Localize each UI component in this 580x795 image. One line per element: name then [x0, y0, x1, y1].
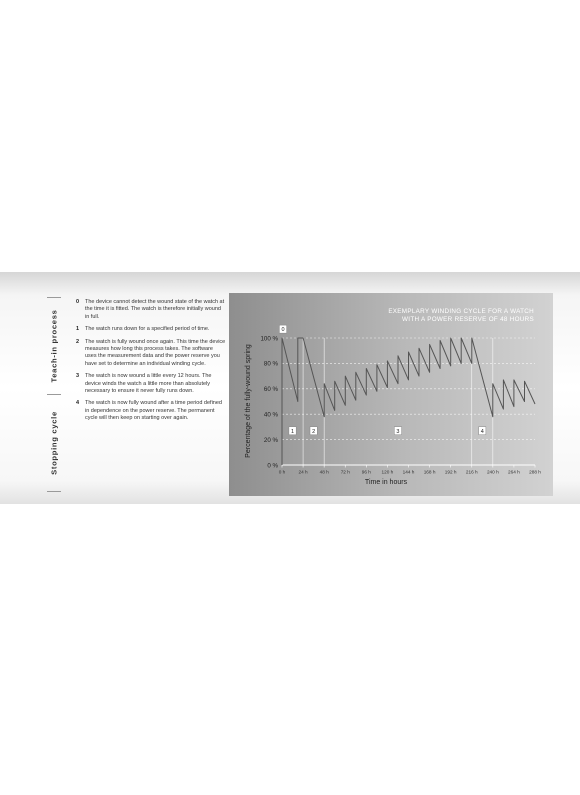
divider-top: [47, 297, 61, 298]
phase-label: 0: [281, 327, 285, 334]
step-number: 2: [76, 338, 80, 345]
x-tick-label: 192 h: [444, 469, 457, 475]
step-item: [76, 326, 226, 333]
y-tick-label: 0 %: [267, 462, 278, 470]
x-tick-label: 48 h: [319, 469, 329, 475]
x-tick-label: 240 h: [486, 469, 499, 475]
step-description: The watch is fully wound once again. This time the device measures how long this process takes. The software uses the measurement data and the power reserve you have set to determine an individual winding cycle.: [85, 338, 226, 367]
x-tick-label: 0 h: [278, 469, 286, 475]
y-tick-label: 100 %: [260, 335, 278, 343]
section-label-teach-in: Teach-in process: [49, 309, 59, 383]
x-tick-label: 288 h: [529, 469, 541, 475]
divider-middle: [47, 394, 61, 395]
x-tick-label: 216 h: [465, 469, 478, 475]
step-number: 4: [76, 400, 80, 407]
x-tick-label: 24 h: [298, 469, 308, 475]
y-tick-label: 60 %: [263, 386, 278, 394]
phase-label: 1: [291, 428, 295, 435]
step-list: [76, 299, 226, 428]
phase-label: 2: [312, 428, 316, 435]
x-tick-label: 72 h: [340, 469, 350, 475]
step-description: The watch is now fully wound after a time period defined in dependence on the power reserve. The permanent cycle will then keep on starting over again.: [85, 400, 222, 422]
x-tick-label: 96 h: [361, 469, 371, 475]
step-item: [76, 373, 226, 395]
step-number: 1: [76, 326, 80, 333]
y-tick-label: 40 %: [263, 411, 278, 419]
step-description: The watch is now wound a little every 12 hours. The device winds the watch a little more than absolutely necessary to ensure it never fully runs down.: [85, 373, 212, 395]
step-description: The watch runs down for a specified period of time.: [85, 326, 210, 333]
step-item: [76, 299, 226, 321]
y-axis-label: Percentage of the fully-wound spring: [245, 344, 252, 458]
x-tick-label: 120 h: [381, 469, 394, 475]
step-item: [76, 400, 226, 422]
chart-title-line-2: WITH A POWER RESERVE OF 48 HOURS: [402, 316, 534, 323]
x-tick-label: 168 h: [423, 469, 436, 475]
section-label-stopping-cycle: Stopping cycle: [49, 411, 59, 475]
series-line: [282, 338, 535, 465]
step-number: 3: [76, 373, 80, 380]
phase-label: 4: [480, 428, 484, 435]
winding-cycle-chart: [229, 293, 553, 496]
x-tick-label: 144 h: [402, 469, 415, 475]
x-axis-label: Time in hours: [364, 479, 408, 486]
y-tick-label: 80 %: [263, 360, 278, 368]
chart-title-line-1: EXEMPLARY WINDING CYCLE FOR A WATCH: [388, 308, 534, 315]
divider-bottom: [47, 491, 61, 492]
y-tick-label: 20 %: [263, 436, 278, 444]
phase-label: 3: [396, 428, 400, 435]
x-tick-label: 264 h: [508, 469, 520, 475]
chart-panel: [229, 293, 553, 496]
step-description: The device cannot detect the wound state of the watch at the time it is fitted. The watch is therefore initially wound in full.: [85, 299, 225, 320]
step-item: [76, 339, 226, 369]
step-number: 0: [76, 299, 80, 305]
